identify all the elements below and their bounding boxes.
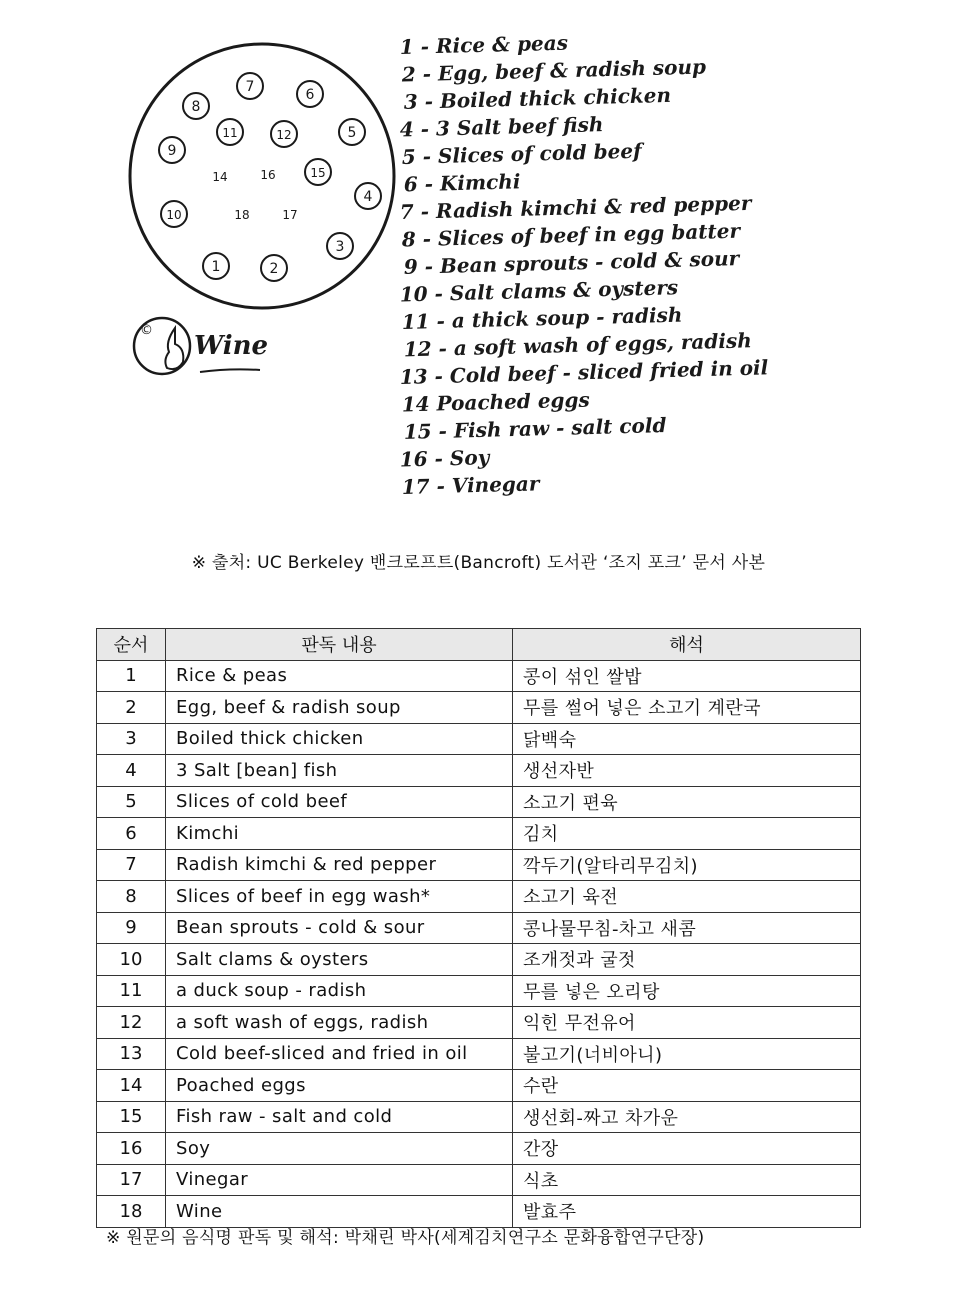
handwritten-line: 5 - Slices of cold beef	[401, 138, 642, 169]
row-reading: Fish raw - salt and cold	[166, 1101, 513, 1133]
handwritten-line: 6 - Kimchi	[403, 169, 521, 197]
row-meaning: 수란	[513, 1070, 861, 1102]
header-order: 순서	[97, 629, 166, 661]
table-row	[97, 818, 861, 850]
handwritten-line: 10 - Salt clams & oysters	[399, 275, 679, 307]
row-meaning: 조개젓과 굴젓	[513, 944, 861, 976]
row-reading: Poached eggs	[166, 1070, 513, 1102]
row-order: 4	[97, 755, 166, 787]
handwritten-line: 14 Poached eggs	[401, 387, 591, 417]
row-reading: a duck soup - radish	[166, 975, 513, 1007]
table-row	[97, 1070, 861, 1102]
row-meaning: 무를 넣은 오리탕	[513, 975, 861, 1007]
row-meaning: 생선회-짜고 차가운	[513, 1101, 861, 1133]
dish-number: 1	[211, 259, 221, 275]
dish-number: 10	[166, 208, 182, 222]
row-meaning: 깍두기(알타리무김치)	[513, 849, 861, 881]
table-row	[97, 849, 861, 881]
row-reading: Bean sprouts - cold & sour	[166, 912, 513, 944]
table-header-row	[97, 629, 861, 661]
row-order: 13	[97, 1038, 166, 1070]
dish-number: 16	[260, 168, 276, 182]
row-order: 5	[97, 786, 166, 818]
handwritten-line: 15 - Fish raw - salt cold	[403, 413, 667, 444]
table-row	[97, 660, 861, 692]
row-order: 8	[97, 881, 166, 913]
handwritten-line: 12 - a soft wash of eggs, radish	[403, 328, 753, 362]
header-reading: 판독 내용	[166, 629, 513, 661]
table-row	[97, 723, 861, 755]
row-reading: a soft wash of eggs, radish	[166, 1007, 513, 1039]
row-reading: 3 Salt [bean] fish	[166, 755, 513, 787]
row-meaning: 콩나물무침-차고 새콤	[513, 912, 861, 944]
table-row	[97, 944, 861, 976]
source-caption: ※ 출처: UC Berkeley 밴크로프트(Bancroft) 도서관 ‘조지 포크’ 문서 사본	[191, 553, 766, 573]
table-row	[97, 975, 861, 1007]
row-meaning: 닭백숙	[513, 723, 861, 755]
row-order: 1	[97, 660, 166, 692]
handwritten-line: 11 - a thick soup - radish	[401, 302, 683, 334]
dish-number: 15	[310, 166, 326, 180]
row-meaning: 김치	[513, 818, 861, 850]
handwritten-line: 17 - Vinegar	[401, 471, 540, 499]
wine-circle-mark: ©	[140, 323, 153, 338]
dish-number: 6	[305, 87, 315, 103]
row-meaning: 소고기 편육	[513, 786, 861, 818]
dish-number: 2	[269, 261, 279, 277]
handwritten-line: 3 - Boiled thick chicken	[403, 82, 672, 114]
menu-table	[96, 628, 861, 1228]
dish-number: 18	[234, 208, 250, 222]
row-meaning: 무를 썰어 넣은 소고기 계란국	[513, 692, 861, 724]
row-meaning: 식초	[513, 1164, 861, 1196]
row-meaning: 소고기 육전	[513, 881, 861, 913]
row-order: 9	[97, 912, 166, 944]
row-order: 2	[97, 692, 166, 724]
row-meaning: 간장	[513, 1133, 861, 1165]
footnote: ※ 원문의 음식명 판독 및 해석: 박채린 박사(세계김치연구소 문화융합연구단장)	[106, 1228, 705, 1248]
header-meaning: 해석	[513, 629, 861, 661]
table-row	[97, 1038, 861, 1070]
dish-number: 8	[191, 99, 201, 115]
dish-number: 11	[222, 126, 238, 140]
row-order: 14	[97, 1070, 166, 1102]
row-order: 15	[97, 1101, 166, 1133]
table-row	[97, 786, 861, 818]
row-meaning: 익힌 무전유어	[513, 1007, 861, 1039]
table-row	[97, 692, 861, 724]
table-row	[97, 1007, 861, 1039]
dish-number: 7	[245, 79, 255, 95]
handwritten-line: 16 - Soy	[399, 445, 490, 472]
handwritten-line: 9 - Bean sprouts - cold & sour	[403, 246, 740, 279]
wine-label: Wine	[194, 331, 269, 361]
row-reading: Slices of cold beef	[166, 786, 513, 818]
handwritten-line: 4 - 3 Salt beef fish	[399, 112, 604, 142]
row-order: 11	[97, 975, 166, 1007]
table-row	[97, 1164, 861, 1196]
dish-circles	[159, 73, 381, 281]
dish-number: 17	[282, 208, 298, 222]
dish-number: 9	[167, 143, 177, 159]
row-order: 7	[97, 849, 166, 881]
row-reading: Egg, beef & radish soup	[166, 692, 513, 724]
wine-underline	[200, 369, 260, 372]
row-order: 18	[97, 1196, 166, 1228]
wine-bottle-icon	[165, 328, 183, 369]
handwritten-menu-sketch	[120, 28, 850, 538]
handwritten-line: 7 - Radish kimchi & red pepper	[399, 190, 752, 224]
row-order: 6	[97, 818, 166, 850]
handwritten-line: 8 - Slices of beef in egg batter	[401, 218, 741, 252]
row-order: 17	[97, 1164, 166, 1196]
sketch-drawing	[120, 28, 850, 538]
row-reading: Kimchi	[166, 818, 513, 850]
row-reading: Slices of beef in egg wash*	[166, 881, 513, 913]
row-meaning: 생선자반	[513, 755, 861, 787]
row-meaning: 콩이 섞인 쌀밥	[513, 660, 861, 692]
row-reading: Salt clams & oysters	[166, 944, 513, 976]
table-row	[97, 881, 861, 913]
table-row	[97, 912, 861, 944]
dish-number: 14	[212, 170, 228, 184]
handwritten-list	[400, 31, 769, 499]
row-reading: Radish kimchi & red pepper	[166, 849, 513, 881]
table-row	[97, 1101, 861, 1133]
table-row	[97, 1133, 861, 1165]
row-reading: Vinegar	[166, 1164, 513, 1196]
table-row	[97, 755, 861, 787]
row-meaning: 불고기(너비아니)	[513, 1038, 861, 1070]
dish-number: 12	[276, 128, 292, 142]
dish-number: 3	[335, 239, 345, 255]
row-reading: Cold beef-sliced and fried in oil	[166, 1038, 513, 1070]
row-order: 16	[97, 1133, 166, 1165]
dish-number: 4	[363, 189, 373, 205]
handwritten-line: 2 - Egg, beef & radish soup	[401, 54, 707, 87]
row-meaning: 발효주	[513, 1196, 861, 1228]
table-body	[97, 660, 861, 1227]
row-reading: Rice & peas	[166, 660, 513, 692]
row-order: 12	[97, 1007, 166, 1039]
handwritten-line: 1 - Rice & peas	[399, 30, 569, 59]
handwritten-line: 13 - Cold beef - sliced fried in oil	[399, 355, 769, 389]
row-order: 10	[97, 944, 166, 976]
row-reading: Boiled thick chicken	[166, 723, 513, 755]
row-reading: Wine	[166, 1196, 513, 1228]
dish-number: 5	[347, 125, 357, 141]
row-order: 3	[97, 723, 166, 755]
row-reading: Soy	[166, 1133, 513, 1165]
